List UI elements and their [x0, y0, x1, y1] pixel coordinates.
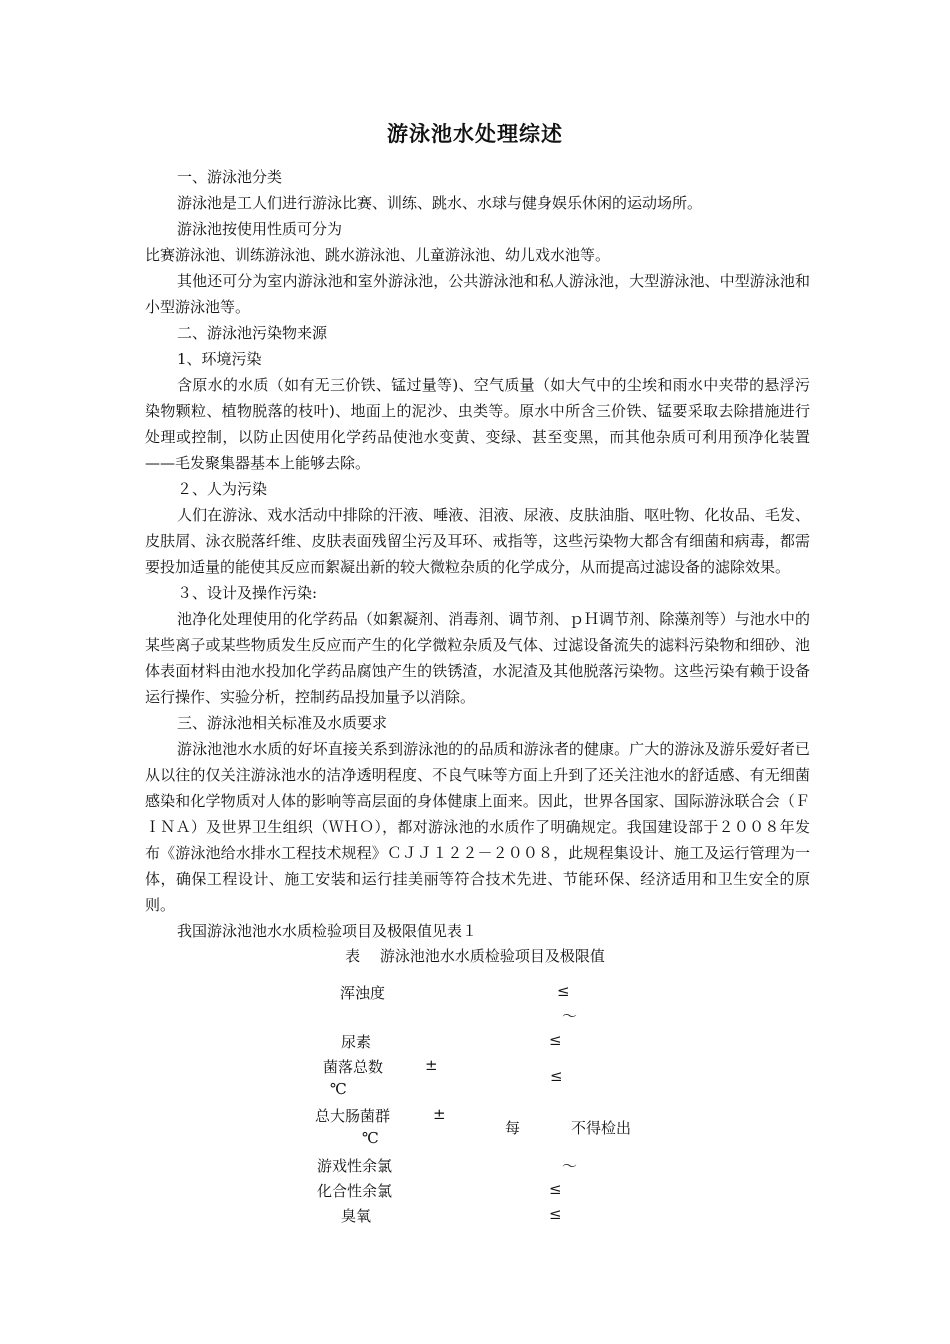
- paragraph: 游泳池是工人们进行游泳比赛、训练、跳水、水球与健身娱乐休闲的运动场所。: [177, 194, 703, 212]
- table-cell-coliform-limit: 不得检出: [571, 1119, 632, 1137]
- table-caption: 表 游泳池池水水质检验项目及极限值: [345, 947, 605, 965]
- paragraph: 比赛游泳池、训练游泳池、跳水游泳池、儿童游泳池、幼儿戏水池等。: [145, 246, 611, 264]
- table-cell-coliform-pm: ±: [433, 1105, 446, 1123]
- document-body: [145, 164, 810, 944]
- table-cell-combined-chlorine: 化合性余氯: [317, 1182, 393, 1200]
- table-cell-free-chlorine-op: ～: [562, 1157, 578, 1175]
- paragraph: ２、人为污染: [177, 480, 268, 498]
- table-cell-turbidity: 浑浊度: [340, 984, 386, 1002]
- paragraph: 其他还可分为室内游泳池和室外游泳池，公共游泳池和私人游泳池，大型游泳池、中型游泳池和小型游泳池等。: [145, 272, 810, 316]
- table-cell-colony-pm: ±: [425, 1056, 438, 1074]
- table-cell-ph-op: ～: [562, 1007, 578, 1025]
- paragraph: 三、游泳池相关标准及水质要求: [177, 714, 388, 732]
- table-cell-coliform: 总大肠菌群: [315, 1107, 391, 1125]
- table-cell-ozone: 臭氧: [341, 1207, 372, 1225]
- document-title: 游泳池水处理综述: [387, 121, 563, 146]
- table-cell-colony-unit: ℃: [330, 1080, 347, 1098]
- table-cell-ozone-op: ≤: [549, 1205, 562, 1223]
- table-cell-colony-op: ≤: [550, 1067, 563, 1085]
- paragraph: 人们在游泳、戏水活动中排除的汗液、唾液、泪液、尿液、皮肤油脂、呕吐物、化妆品、毛发、皮肤屑、泳衣脱落纤维、皮肤表面残留尘污及耳环、戒指等，这些污染物大都含有细菌和病毒，都需要投加适量的能使其反应而絮凝出新的较大微粒杂质的化学成分，从而提高过滤设备的滤除效果。: [145, 506, 810, 576]
- paragraph: 游泳池池水水质的好坏直接关系到游泳池的的品质和游泳者的健康。广大的游泳及游乐爱好者已从以往的仅关注游泳池水的洁净透明程度、不良气味等方面上升到了还关注池水的舒适感、有无细菌感染和化学物质对人体的影响等高层面的身体健康上面来。因此，世界各国家、国际游泳联合会（ＦＩＮＡ）及世界卫生组织（ＷＨＯ），都对游泳池的水质作了明确规定。我国建设部于２００８年发布《游泳池给水排水工程技术规程》ＣＪＪ１２２－２００８，此规程集设计、施工及运行管理为一体，确保工程设计、施工安装和运行挂美丽等符合技术先进、节能环保、经济适用和卫生安全的原则。: [145, 740, 810, 914]
- table-cell-combined-chlorine-op: ≤: [549, 1180, 562, 1198]
- table-cell-urea-op: ≤: [549, 1031, 562, 1049]
- paragraph: 我国游泳池池水水质检验项目及极限值见表１: [177, 922, 478, 940]
- table-cell-free-chlorine: 游戏性余氯: [317, 1157, 393, 1175]
- paragraph: 1、环境污染: [177, 350, 262, 368]
- table-cell-colony: 菌落总数: [323, 1058, 384, 1076]
- paragraph: 二、游泳池污染物来源: [177, 324, 328, 342]
- paragraph: 一、游泳池分类: [177, 168, 283, 186]
- table-cell-coliform-unit: ℃: [362, 1129, 379, 1147]
- paragraph: 含原水的水质（如有无三价铁、锰过量等)、空气质量（如大气中的尘埃和雨水中夹带的悬浮污染物颗粒、植物脱落的枝叶)、地面上的泥沙、虫类等。原水中所含三价铁、锰要采取去除措施进行处理或控制，以防止因使用化学药品使池水变黄、变绿、甚至变黑，而其他杂质可利用预净化装置——毛发聚集器基本上能够去除。: [145, 376, 810, 472]
- paragraph: 池净化处理使用的化学药品（如絮凝剂、消毒剂、调节剂、ｐＨ调节剂、除藻剂等）与池水中的某些离子或某些物质发生反应而产生的化学微粒杂质及气体、过滤设备流失的滤料污染物和细砂、池体表面材料由池水投加化学药品腐蚀产生的铁锈渣，水泥渣及其他脱落污染物。这些污染有赖于设备运行操作、实验分析，控制药品投加量予以消除。: [145, 610, 810, 706]
- paragraph: ３、设计及操作污染:: [177, 584, 318, 602]
- table-cell-coliform-per: 每: [505, 1119, 521, 1137]
- paragraph: 游泳池按使用性质可分为: [177, 220, 343, 238]
- table-cell-turbidity-op: ≤: [557, 982, 570, 1000]
- table-cell-urea: 尿素: [341, 1033, 372, 1051]
